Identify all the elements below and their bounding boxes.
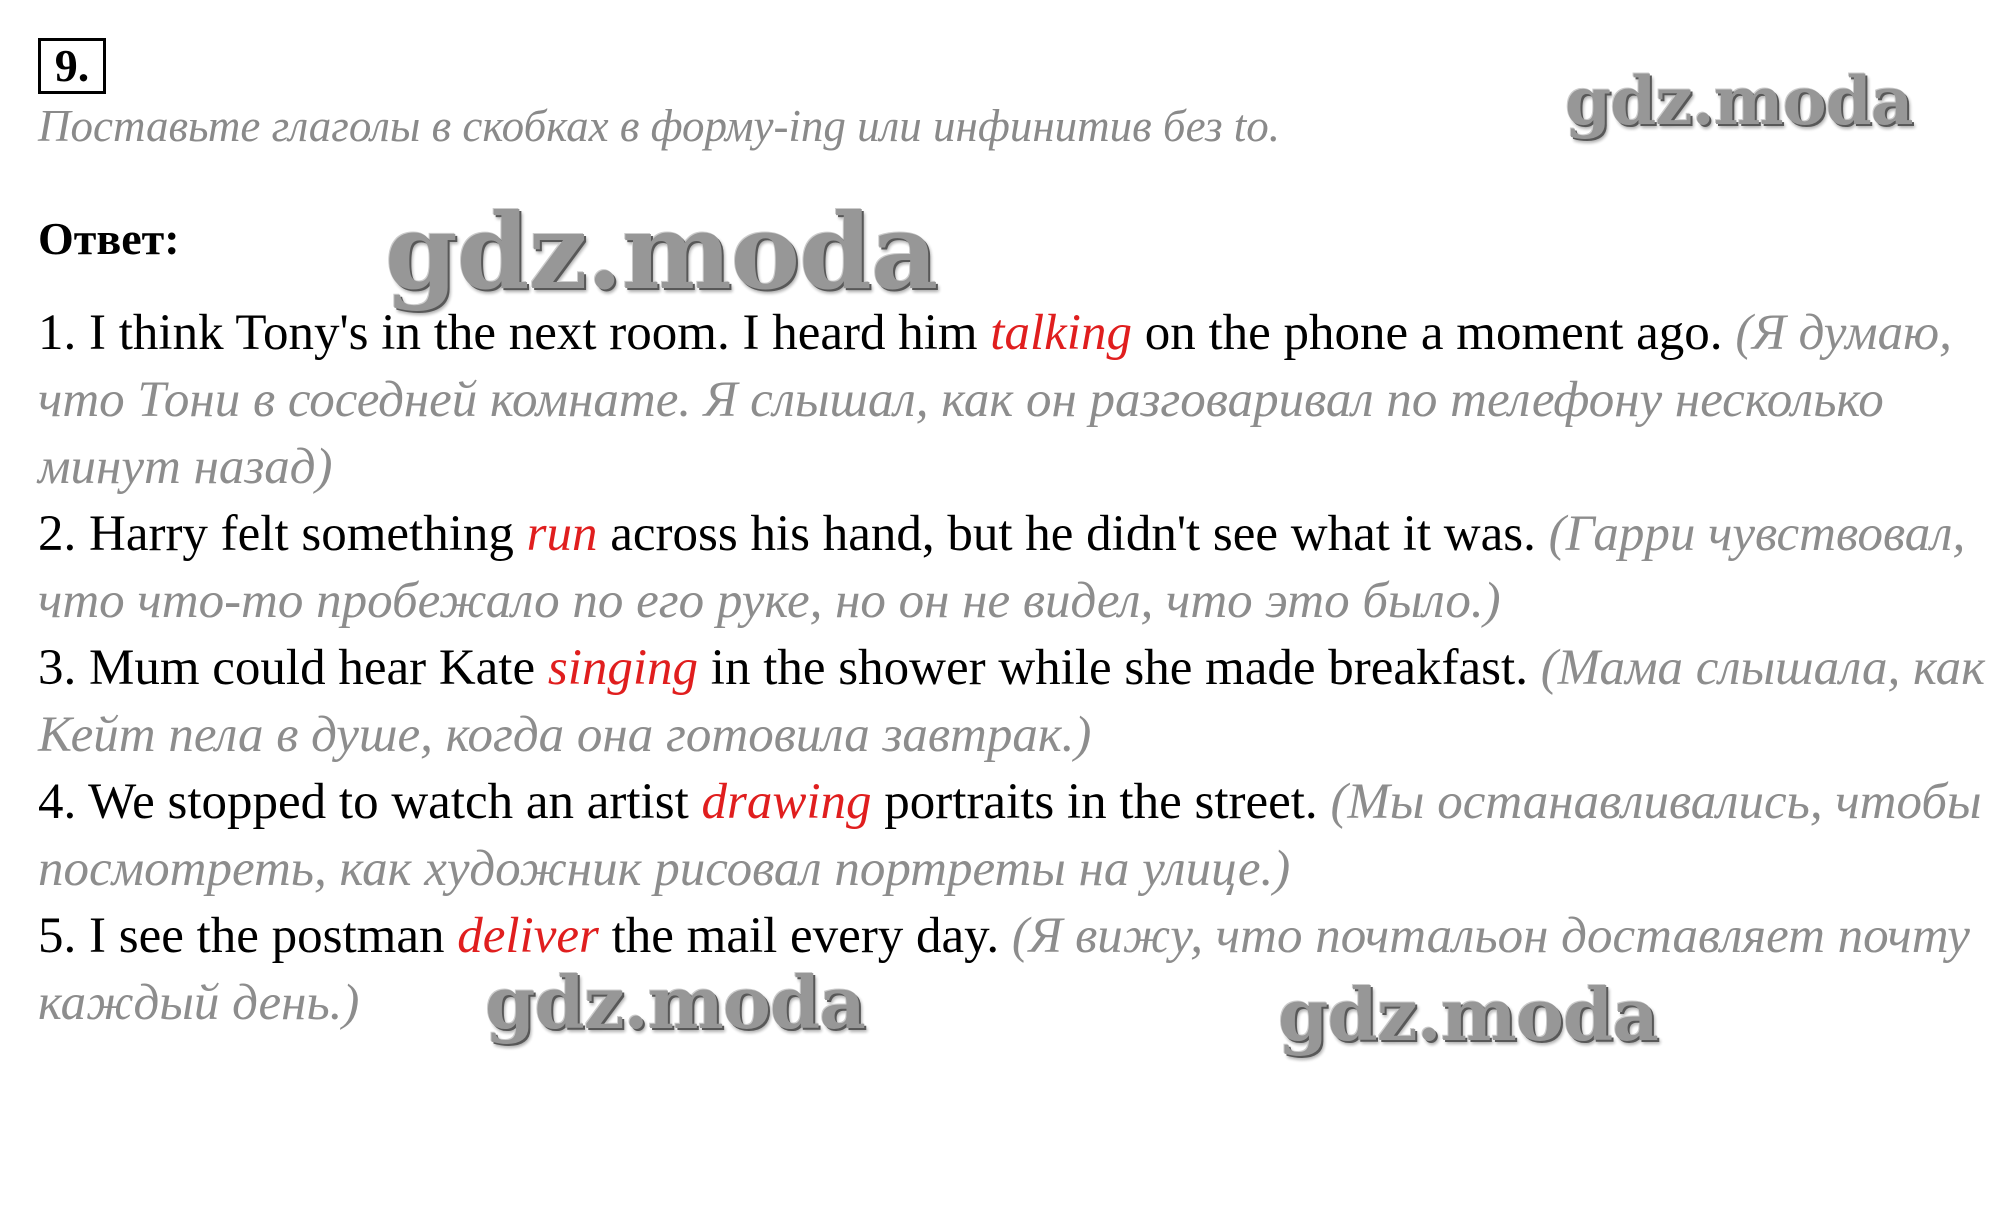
answer-label: Ответ: bbox=[38, 213, 180, 264]
translation: (Я думаю, что Тони в соседней комнате. Я слышал, как он разговаривал по телефону несколько минут назад) bbox=[38, 305, 1952, 495]
sentence-end: the mail every day. bbox=[598, 908, 1000, 964]
verb-form: deliver bbox=[457, 908, 599, 964]
sentence-start: Mum could hear Kate bbox=[89, 640, 548, 696]
answer-item bbox=[38, 635, 1988, 769]
translation: (Гарри чувствовал, что что-то пробежало по его руке, но он не видел, что это было.) bbox=[38, 506, 1966, 629]
item-number: 2. bbox=[38, 506, 77, 562]
sentence-start: I think Tony's in the next room. I heard him bbox=[89, 305, 991, 361]
watermark-logo: gdz.moda bbox=[485, 960, 865, 1045]
sentence-start: I see the postman bbox=[89, 908, 458, 964]
sentence-end: across his hand, but he didn't see what it was. bbox=[597, 506, 1536, 562]
watermark-logo: gdz.moda bbox=[1278, 972, 1658, 1057]
item-number: 4. bbox=[38, 774, 77, 830]
item-number: 5. bbox=[38, 908, 77, 964]
watermark-logo: gdz.moda bbox=[385, 190, 938, 313]
answer-item bbox=[38, 300, 1988, 501]
watermark-logo: gdz.moda bbox=[1565, 62, 1913, 140]
sentence-start: We stopped to watch an artist bbox=[88, 774, 702, 830]
sentence-end: on the phone a moment ago. bbox=[1131, 305, 1723, 361]
answer-item bbox=[38, 501, 1988, 635]
translation: (Мама слышала, как Кейт пела в душе, когда она готовила завтрак.) bbox=[38, 640, 1985, 763]
verb-form: drawing bbox=[701, 774, 872, 830]
item-number: 1. bbox=[38, 305, 77, 361]
sentence-end: in the shower while she made breakfast. bbox=[698, 640, 1528, 696]
task-instruction: Поставьте глаголы в скобках в форму-ing или инфинитив без to. bbox=[38, 101, 1281, 151]
item-number: 3. bbox=[38, 640, 77, 696]
verb-form: singing bbox=[547, 640, 699, 696]
translation: (Мы останавливались, чтобы посмотреть, как художник рисовал портреты на улице.) bbox=[38, 774, 1982, 897]
answer-item bbox=[38, 903, 1988, 1037]
verb-form: run bbox=[526, 506, 598, 562]
sentence-end: portraits in the street. bbox=[871, 774, 1318, 830]
answer-list bbox=[38, 300, 1988, 1037]
answer-item bbox=[38, 769, 1988, 903]
translation: (Я вижу, что почтальон доставляет почту каждый день.) bbox=[38, 908, 1970, 1031]
sentence-start: Harry felt something bbox=[89, 506, 527, 562]
task-number: 9. bbox=[38, 38, 106, 94]
verb-form: talking bbox=[990, 305, 1132, 361]
